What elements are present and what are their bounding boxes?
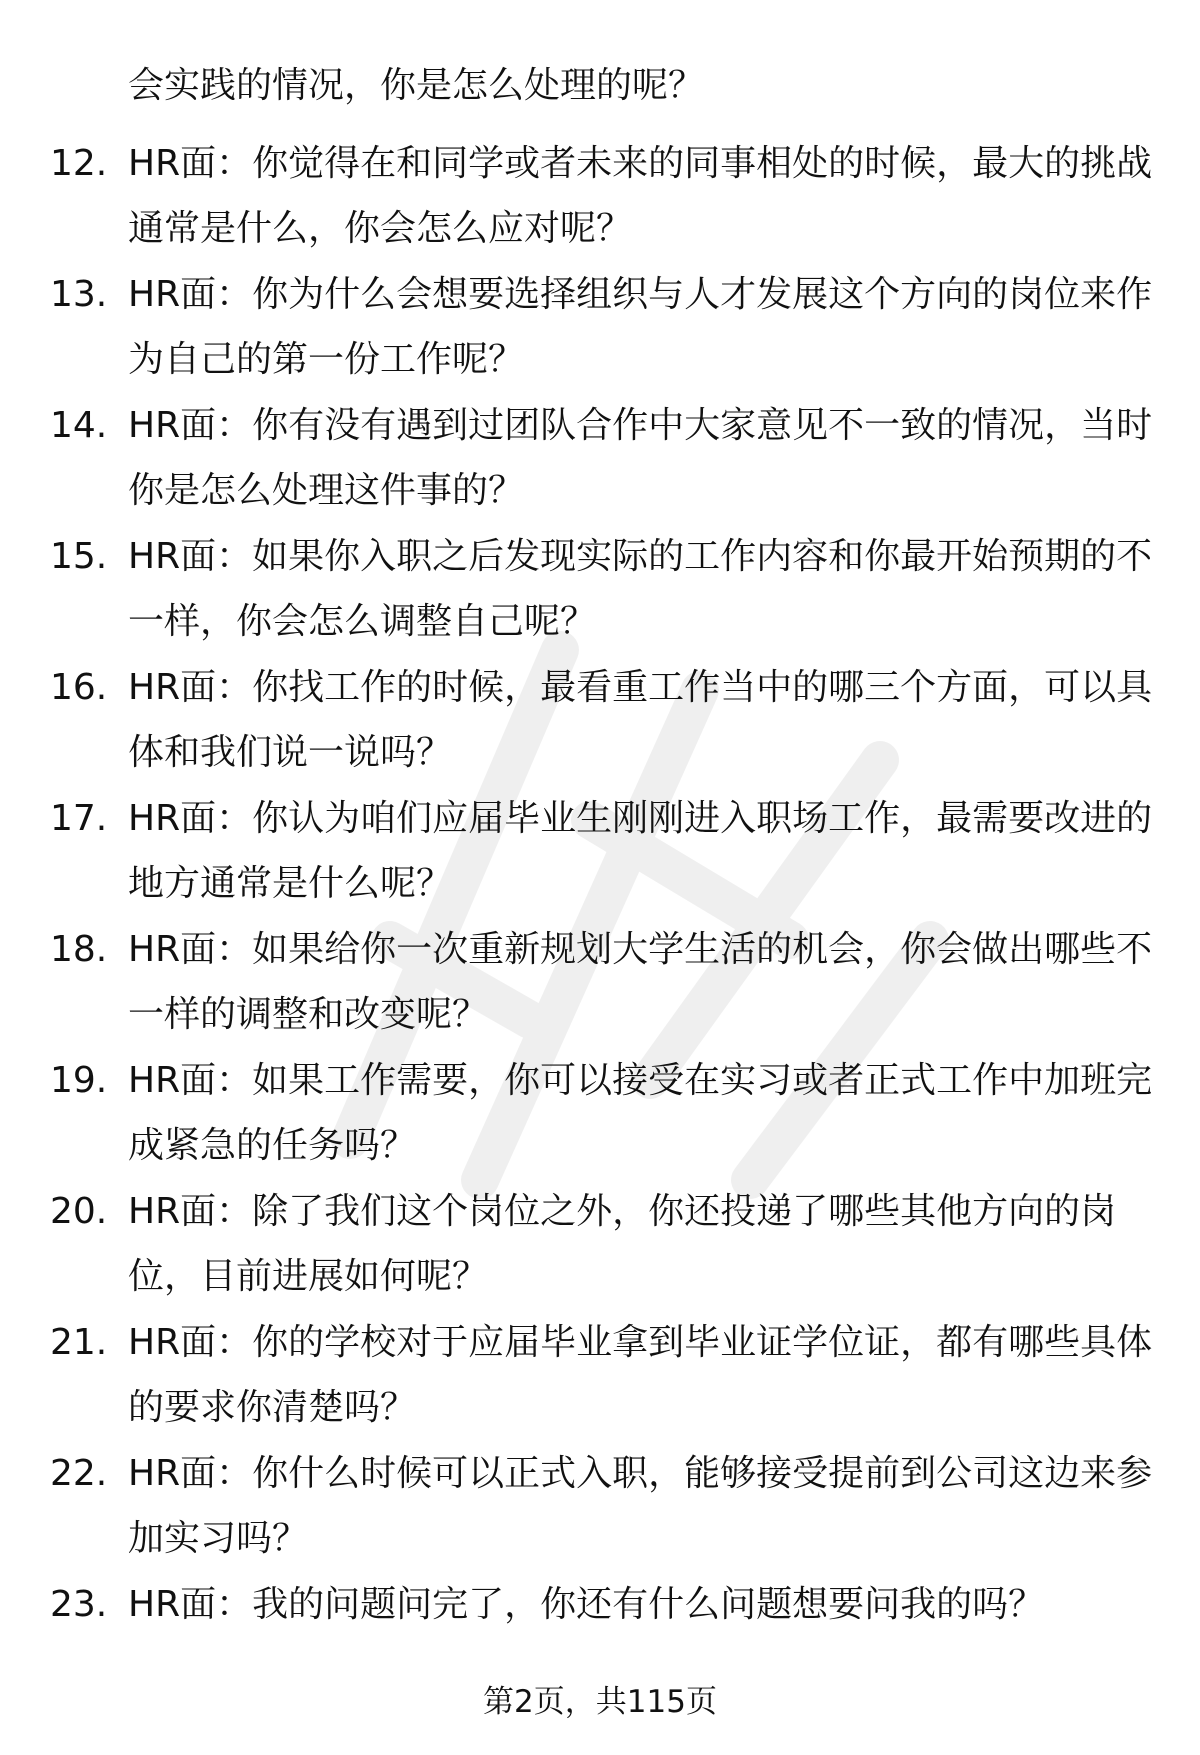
question-line: 加实习吗？ (128, 1518, 309, 1559)
question-number: 16. (50, 667, 108, 708)
list-item (0, 660, 1200, 791)
list-item (0, 267, 1200, 398)
question-line: HR面：如果工作需要，你可以接受在实习或者正式工作中加班完 (128, 1060, 1153, 1101)
list-item (0, 791, 1200, 922)
question-line: 的要求你清楚吗？ (128, 1387, 417, 1428)
list-item (0, 136, 1200, 267)
question-line: 为自己的第一份工作呢？ (128, 339, 525, 380)
question-line: HR面：如果给你一次重新规划大学生活的机会，你会做出哪些不 (128, 929, 1153, 970)
list-item (0, 1315, 1200, 1446)
list-item (0, 1446, 1200, 1577)
question-text (128, 1184, 1160, 1314)
question-line: 地方通常是什么呢？ (128, 863, 453, 904)
continued-question-text: 会实践的情况，你是怎么处理的呢？ (128, 65, 705, 106)
question-number: 12. (50, 143, 108, 184)
question-number: 21. (50, 1322, 108, 1363)
question-line: HR面：你有没有遇到过团队合作中大家意见不一致的情况，当时 (128, 405, 1153, 446)
question-line: 一样的调整和改变呢？ (128, 994, 489, 1035)
question-number: 14. (50, 405, 108, 446)
question-text (128, 660, 1160, 790)
question-text (128, 922, 1160, 1052)
question-text (128, 267, 1160, 397)
question-text (128, 136, 1160, 266)
question-number: 13. (50, 274, 108, 315)
question-line: 一样，你会怎么调整自己呢？ (128, 601, 597, 642)
question-number: 18. (50, 929, 108, 970)
question-line: 通常是什么，你会怎么应对呢？ (128, 208, 633, 249)
question-line: HR面：如果你入职之后发现实际的工作内容和你最开始预期的不 (128, 536, 1153, 577)
list-item (0, 398, 1200, 529)
question-line: 你是怎么处理这件事的？ (128, 470, 525, 511)
question-line: HR面：你什么时候可以正式入职，能够接受提前到公司这边来参 (128, 1453, 1153, 1494)
question-text (128, 1577, 1160, 1642)
question-text (128, 1446, 1160, 1576)
question-line: HR面：你认为咱们应届毕业生刚刚进入职场工作，最需要改进的 (128, 798, 1153, 839)
question-list (0, 136, 1200, 1708)
question-number: 22. (50, 1453, 108, 1494)
page-number: 第2页，共115页 (483, 1684, 717, 1720)
list-item (0, 529, 1200, 660)
question-line: HR面：你的学校对于应届毕业拿到毕业证学位证，都有哪些具体 (128, 1322, 1153, 1363)
list-item (0, 922, 1200, 1053)
question-number: 19. (50, 1060, 108, 1101)
question-line: HR面：你找工作的时候，最看重工作当中的哪三个方面，可以具 (128, 667, 1153, 708)
question-number: 15. (50, 536, 108, 577)
list-item (0, 1053, 1200, 1184)
question-text (128, 1315, 1160, 1445)
question-text (128, 1053, 1160, 1183)
question-line: 体和我们说一说吗？ (128, 732, 453, 773)
question-text (128, 529, 1160, 659)
question-text (128, 398, 1160, 528)
question-line: HR面：除了我们这个岗位之外，你还投递了哪些其他方向的岗 (128, 1191, 1117, 1232)
question-number: 17. (50, 798, 108, 839)
question-line: HR面：你为什么会想要选择组织与人才发展这个方向的岗位来作 (128, 274, 1153, 315)
list-item (0, 1184, 1200, 1315)
question-line: HR面：你觉得在和同学或者未来的同事相处的时候，最大的挑战 (128, 143, 1153, 184)
question-line: HR面：我的问题问完了，你还有什么问题想要问我的吗？ (128, 1584, 1045, 1625)
question-number: 20. (50, 1191, 108, 1232)
question-text (128, 791, 1160, 921)
question-number: 23. (50, 1584, 108, 1625)
question-line: 位，目前进展如何呢？ (128, 1256, 489, 1297)
question-line: 成紧急的任务吗？ (128, 1125, 417, 1166)
